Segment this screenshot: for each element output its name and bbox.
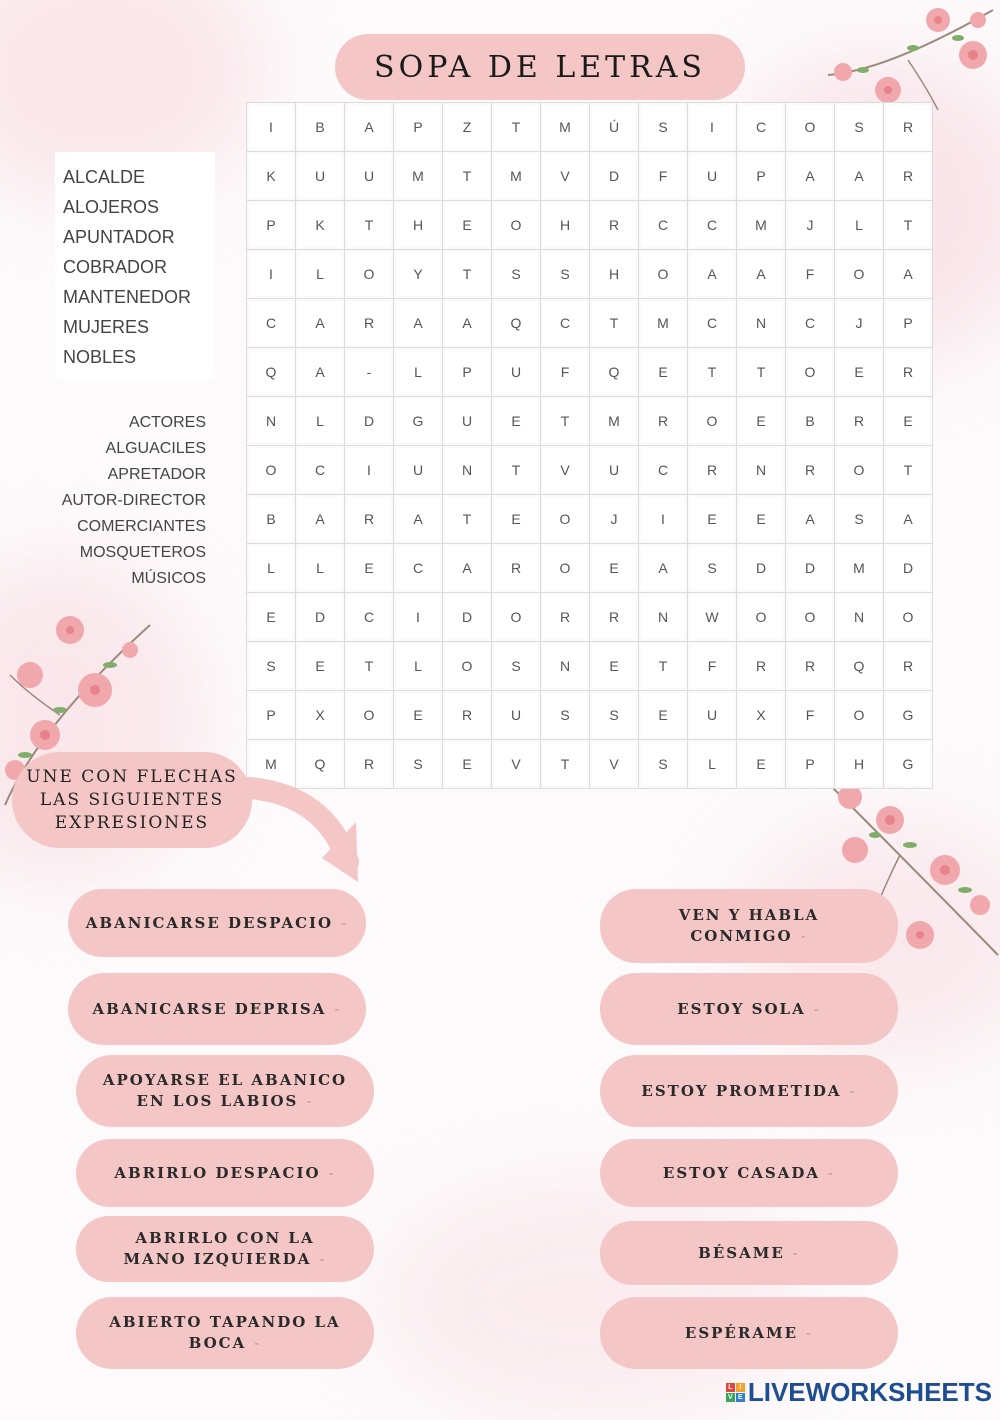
right-option-text: ESPÉRAME bbox=[684, 1323, 799, 1342]
word-list-item: ALOJEROS bbox=[63, 197, 160, 217]
grid-cell[interactable]: J bbox=[835, 299, 884, 348]
connector-dot: - bbox=[328, 1163, 336, 1182]
grid-cell[interactable]: A bbox=[786, 495, 835, 544]
grid-cell[interactable]: U bbox=[394, 446, 443, 495]
left-option-6[interactable] bbox=[76, 1297, 374, 1369]
grid-cell[interactable]: M bbox=[247, 740, 296, 789]
grid-cell[interactable]: U bbox=[688, 152, 737, 201]
grid-cell[interactable]: C bbox=[541, 299, 590, 348]
right-option-text: ESTOY CASADA bbox=[662, 1163, 821, 1182]
grid-cell[interactable]: E bbox=[737, 740, 786, 789]
grid-cell[interactable]: O bbox=[345, 250, 394, 299]
grid-cell[interactable]: M bbox=[835, 544, 884, 593]
grid-cell[interactable]: R bbox=[492, 544, 541, 593]
grid-cell[interactable]: T bbox=[443, 152, 492, 201]
grid-cell[interactable]: M bbox=[492, 152, 541, 201]
grid-cell[interactable]: M bbox=[541, 103, 590, 152]
grid-cell[interactable]: P bbox=[884, 299, 933, 348]
grid-cell[interactable]: B bbox=[247, 495, 296, 544]
left-option-text: ABANICARSE DESPACIO bbox=[85, 913, 334, 932]
grid-cell[interactable]: L bbox=[296, 250, 345, 299]
grid-cell[interactable]: A bbox=[639, 544, 688, 593]
right-option-3[interactable] bbox=[600, 1055, 898, 1127]
grid-cell[interactable]: O bbox=[737, 593, 786, 642]
option-line bbox=[93, 999, 342, 1020]
grid-cell[interactable]: E bbox=[590, 544, 639, 593]
grid-cell[interactable]: R bbox=[345, 299, 394, 348]
grid-cell[interactable]: T bbox=[590, 299, 639, 348]
grid-cell[interactable]: U bbox=[688, 691, 737, 740]
grid-cell[interactable]: E bbox=[247, 593, 296, 642]
grid-cell[interactable]: C bbox=[394, 544, 443, 593]
right-option-text: BÉSAME bbox=[698, 1243, 785, 1262]
instruction-line: LAS SIGUIENTES bbox=[39, 789, 225, 810]
grid-cell[interactable]: R bbox=[590, 201, 639, 250]
instruction-line: EXPRESIONES bbox=[54, 812, 210, 833]
word-list-item: NOBLES bbox=[63, 347, 137, 367]
word-list-item: ALGUACILES bbox=[105, 440, 206, 457]
word-list-item: AUTOR-DIRECTOR bbox=[61, 492, 206, 509]
grid-cell[interactable]: R bbox=[835, 397, 884, 446]
grid-cell[interactable]: O bbox=[786, 348, 835, 397]
grid-cell[interactable]: T bbox=[541, 740, 590, 789]
word-list-item: APUNTADOR bbox=[63, 227, 175, 247]
grid-cell[interactable]: A bbox=[394, 299, 443, 348]
right-option-6[interactable] bbox=[600, 1297, 898, 1369]
grid-cell[interactable]: V bbox=[590, 740, 639, 789]
logo-letter: E bbox=[736, 1393, 745, 1402]
grid-cell[interactable]: W bbox=[688, 593, 737, 642]
grid-cell[interactable]: P bbox=[737, 152, 786, 201]
grid-cell[interactable]: U bbox=[443, 397, 492, 446]
right-option-text: CONMIGO bbox=[690, 927, 793, 945]
right-option-text: VEN Y HABLA bbox=[678, 906, 820, 924]
grid-cell[interactable]: J bbox=[786, 201, 835, 250]
grid-cell[interactable]: E bbox=[884, 397, 933, 446]
word-list-group-1 bbox=[55, 152, 215, 380]
grid-cell[interactable]: O bbox=[835, 250, 884, 299]
connector-dot: - bbox=[254, 1334, 262, 1352]
logo-letter: L bbox=[726, 1383, 735, 1392]
grid-cell[interactable]: V bbox=[541, 446, 590, 495]
grid-cell[interactable]: I bbox=[345, 446, 394, 495]
grid-cell[interactable]: T bbox=[443, 495, 492, 544]
grid-cell[interactable]: R bbox=[737, 642, 786, 691]
word-list-item: MÚSICOS bbox=[131, 570, 206, 587]
grid-cell[interactable]: C bbox=[345, 593, 394, 642]
grid-cell[interactable]: C bbox=[688, 201, 737, 250]
word-list-item: COBRADOR bbox=[63, 257, 168, 277]
grid-cell[interactable]: T bbox=[639, 642, 688, 691]
grid-cell[interactable]: A bbox=[296, 495, 345, 544]
option-line bbox=[663, 1163, 835, 1184]
grid-cell[interactable]: U bbox=[492, 348, 541, 397]
left-option-text: BOCA bbox=[188, 1334, 247, 1352]
grid-cell[interactable]: R bbox=[786, 642, 835, 691]
grid-cell[interactable]: O bbox=[492, 593, 541, 642]
grid-cell[interactable]: S bbox=[492, 642, 541, 691]
grid-cell[interactable]: P bbox=[786, 740, 835, 789]
grid-cell[interactable]: U bbox=[296, 152, 345, 201]
left-option-text: EN LOS LABIOS bbox=[136, 1092, 299, 1110]
grid-cell[interactable]: O bbox=[688, 397, 737, 446]
grid-cell[interactable]: C bbox=[688, 299, 737, 348]
word-list-item: MANTENEDOR bbox=[63, 287, 192, 307]
grid-cell[interactable]: M bbox=[737, 201, 786, 250]
grid-cell[interactable]: G bbox=[394, 397, 443, 446]
grid-cell[interactable]: A bbox=[443, 544, 492, 593]
grid-cell[interactable]: M bbox=[639, 299, 688, 348]
option-line bbox=[124, 1249, 327, 1270]
grid-cell[interactable]: C bbox=[296, 446, 345, 495]
connector-dot: - bbox=[319, 1250, 327, 1268]
grid-cell[interactable]: E bbox=[443, 201, 492, 250]
grid-cell[interactable]: U bbox=[492, 691, 541, 740]
grid-cell[interactable]: I bbox=[688, 103, 737, 152]
right-option-1[interactable] bbox=[600, 889, 898, 963]
grid-cell[interactable]: E bbox=[394, 691, 443, 740]
grid-cell[interactable]: D bbox=[590, 152, 639, 201]
grid-cell[interactable]: S bbox=[639, 740, 688, 789]
grid-cell[interactable]: T bbox=[492, 446, 541, 495]
grid-cell[interactable]: L bbox=[394, 642, 443, 691]
option-line bbox=[189, 1333, 262, 1354]
page-title: SOPA DE LETRAS bbox=[335, 34, 745, 100]
grid-cell[interactable]: A bbox=[688, 250, 737, 299]
grid-cell[interactable]: S bbox=[541, 691, 590, 740]
left-option-text: ABIERTO TAPANDO LA bbox=[109, 1313, 341, 1331]
curved-arrow-icon bbox=[230, 770, 370, 890]
grid-cell[interactable]: R bbox=[688, 446, 737, 495]
brand-name: LIVEWORKSHEETS bbox=[747, 1377, 992, 1407]
grid-cell[interactable]: G bbox=[884, 691, 933, 740]
grid-cell[interactable]: N bbox=[541, 642, 590, 691]
grid-cell[interactable]: O bbox=[835, 446, 884, 495]
grid-cell[interactable]: E bbox=[345, 544, 394, 593]
option-line bbox=[137, 1091, 314, 1112]
grid-cell[interactable]: L bbox=[296, 544, 345, 593]
left-option-text: ABANICARSE DEPRISA bbox=[92, 999, 327, 1018]
grid-cell[interactable]: N bbox=[737, 446, 786, 495]
grid-cell[interactable]: A bbox=[786, 152, 835, 201]
left-option-text: MANO IZQUIERDA bbox=[123, 1250, 312, 1268]
matching-instruction bbox=[12, 752, 252, 848]
grid-cell[interactable]: R bbox=[884, 348, 933, 397]
grid-cell[interactable]: E bbox=[835, 348, 884, 397]
grid-cell[interactable]: R bbox=[884, 103, 933, 152]
grid-cell[interactable]: L bbox=[835, 201, 884, 250]
grid-cell[interactable]: T bbox=[345, 201, 394, 250]
grid-cell[interactable]: A bbox=[884, 495, 933, 544]
grid-cell[interactable]: T bbox=[345, 642, 394, 691]
grid-cell[interactable]: R bbox=[639, 397, 688, 446]
word-list-item: APRETADOR bbox=[107, 466, 206, 483]
grid-cell[interactable]: K bbox=[247, 152, 296, 201]
option-line bbox=[698, 1243, 800, 1264]
connector-dot: - bbox=[792, 1243, 800, 1262]
grid-cell[interactable]: O bbox=[786, 593, 835, 642]
grid-cell[interactable]: O bbox=[639, 250, 688, 299]
grid-cell[interactable]: I bbox=[639, 495, 688, 544]
grid-cell[interactable]: B bbox=[786, 397, 835, 446]
grid-cell[interactable]: C bbox=[737, 103, 786, 152]
grid-cell[interactable]: C bbox=[786, 299, 835, 348]
grid-cell[interactable]: E bbox=[639, 691, 688, 740]
grid-cell[interactable]: A bbox=[835, 152, 884, 201]
right-option-2[interactable] bbox=[600, 973, 898, 1045]
liveworksheets-logo-icon bbox=[726, 1383, 745, 1402]
option-line bbox=[86, 913, 348, 934]
word-list-item: MUJERES bbox=[63, 317, 150, 337]
grid-cell[interactable]: S bbox=[394, 740, 443, 789]
logo-letter: I bbox=[736, 1383, 745, 1392]
grid-cell[interactable]: I bbox=[247, 103, 296, 152]
left-option-1[interactable] bbox=[68, 889, 366, 957]
grid-cell[interactable]: D bbox=[443, 593, 492, 642]
grid-cell[interactable]: A bbox=[443, 299, 492, 348]
grid-cell[interactable]: E bbox=[688, 495, 737, 544]
grid-cell[interactable]: S bbox=[247, 642, 296, 691]
grid-cell[interactable]: E bbox=[443, 740, 492, 789]
left-option-2[interactable] bbox=[68, 973, 366, 1045]
left-option-text: ABRIRLO DESPACIO bbox=[114, 1163, 321, 1182]
grid-cell[interactable]: J bbox=[590, 495, 639, 544]
grid-cell[interactable]: B bbox=[296, 103, 345, 152]
grid-cell[interactable]: T bbox=[541, 397, 590, 446]
grid-cell[interactable]: D bbox=[737, 544, 786, 593]
grid-cell[interactable]: S bbox=[492, 250, 541, 299]
connector-dot: - bbox=[800, 927, 808, 945]
grid-cell[interactable]: E bbox=[737, 397, 786, 446]
word-list-item: ALCALDE bbox=[63, 167, 146, 187]
grid-cell[interactable]: S bbox=[835, 495, 884, 544]
grid-cell[interactable]: L bbox=[394, 348, 443, 397]
grid-cell[interactable]: D bbox=[786, 544, 835, 593]
grid-cell[interactable]: K bbox=[296, 201, 345, 250]
grid-cell[interactable]: H bbox=[394, 201, 443, 250]
grid-cell[interactable]: X bbox=[737, 691, 786, 740]
grid-cell[interactable]: T bbox=[737, 348, 786, 397]
grid-cell[interactable]: V bbox=[541, 152, 590, 201]
grid-cell[interactable]: L bbox=[296, 397, 345, 446]
grid-cell[interactable]: E bbox=[492, 495, 541, 544]
grid-cell[interactable]: R bbox=[345, 740, 394, 789]
grid-cell[interactable]: O bbox=[541, 544, 590, 593]
grid-cell[interactable]: A bbox=[345, 103, 394, 152]
grid-cell[interactable]: E bbox=[492, 397, 541, 446]
grid-cell[interactable]: T bbox=[492, 103, 541, 152]
grid-cell[interactable]: T bbox=[884, 446, 933, 495]
grid-cell[interactable]: E bbox=[737, 495, 786, 544]
liveworksheets-logo bbox=[726, 1377, 992, 1408]
grid-cell[interactable]: A bbox=[296, 348, 345, 397]
logo-letter: V bbox=[726, 1393, 735, 1402]
option-line bbox=[114, 1163, 335, 1184]
grid-cell[interactable]: D bbox=[884, 544, 933, 593]
grid-cell[interactable]: C bbox=[639, 446, 688, 495]
grid-cell[interactable]: C bbox=[247, 299, 296, 348]
grid-cell[interactable]: I bbox=[394, 593, 443, 642]
grid-cell[interactable]: T bbox=[884, 201, 933, 250]
right-option-5[interactable] bbox=[600, 1221, 898, 1285]
grid-cell[interactable]: F bbox=[786, 691, 835, 740]
connector-dot: - bbox=[828, 1163, 836, 1182]
grid-cell[interactable]: O bbox=[835, 691, 884, 740]
grid-cell[interactable]: O bbox=[786, 103, 835, 152]
option-line bbox=[677, 999, 821, 1020]
grid-cell[interactable]: M bbox=[590, 397, 639, 446]
word-search-grid[interactable] bbox=[246, 102, 933, 789]
grid-cell[interactable]: P bbox=[394, 103, 443, 152]
left-option-text: ABRIRLO CON LA bbox=[135, 1229, 315, 1247]
grid-cell[interactable]: L bbox=[247, 544, 296, 593]
word-list-item: ACTORES bbox=[128, 414, 206, 431]
grid-cell[interactable]: E bbox=[296, 642, 345, 691]
grid-cell[interactable]: R bbox=[884, 152, 933, 201]
grid-cell[interactable]: T bbox=[443, 250, 492, 299]
left-option-text: APOYARSE EL ABANICO bbox=[102, 1071, 348, 1089]
grid-cell[interactable]: Q bbox=[296, 740, 345, 789]
grid-cell[interactable]: R bbox=[345, 495, 394, 544]
grid-cell[interactable]: D bbox=[345, 397, 394, 446]
grid-cell[interactable]: O bbox=[247, 446, 296, 495]
word-list-item: MOSQUETEROS bbox=[79, 544, 206, 561]
instruction-line: UNE CON FLECHAS bbox=[26, 766, 238, 787]
grid-cell[interactable]: P bbox=[443, 348, 492, 397]
word-list-group-2 bbox=[40, 410, 206, 592]
left-option-4[interactable] bbox=[76, 1139, 374, 1207]
right-option-text: ESTOY PROMETIDA bbox=[641, 1081, 842, 1100]
grid-cell[interactable]: O bbox=[443, 642, 492, 691]
grid-cell[interactable]: Ú bbox=[590, 103, 639, 152]
grid-cell[interactable]: S bbox=[688, 544, 737, 593]
grid-cell[interactable]: S bbox=[835, 103, 884, 152]
connector-dot: - bbox=[306, 1092, 314, 1110]
grid-cell[interactable]: F bbox=[688, 642, 737, 691]
grid-cell[interactable]: F bbox=[639, 152, 688, 201]
connector-dot: - bbox=[341, 913, 349, 932]
grid-cell[interactable]: Q bbox=[247, 348, 296, 397]
grid-cell[interactable]: N bbox=[835, 593, 884, 642]
grid-cell[interactable]: F bbox=[786, 250, 835, 299]
grid-cell[interactable]: C bbox=[639, 201, 688, 250]
grid-cell[interactable]: Z bbox=[443, 103, 492, 152]
grid-cell[interactable]: H bbox=[835, 740, 884, 789]
connector-dot: - bbox=[806, 1323, 814, 1342]
grid-cell[interactable]: - bbox=[345, 348, 394, 397]
grid-cell[interactable]: O bbox=[492, 201, 541, 250]
grid-cell[interactable]: Q bbox=[835, 642, 884, 691]
grid-cell[interactable]: A bbox=[296, 299, 345, 348]
grid-cell[interactable]: R bbox=[443, 691, 492, 740]
grid-cell[interactable]: R bbox=[786, 446, 835, 495]
right-option-text: ESTOY SOLA bbox=[677, 999, 806, 1018]
grid-cell[interactable]: A bbox=[737, 250, 786, 299]
left-option-5[interactable] bbox=[76, 1216, 374, 1282]
connector-dot: - bbox=[334, 999, 342, 1018]
grid-cell[interactable]: N bbox=[443, 446, 492, 495]
grid-cell[interactable]: E bbox=[590, 642, 639, 691]
grid-cell[interactable]: S bbox=[590, 691, 639, 740]
grid-cell[interactable]: U bbox=[345, 152, 394, 201]
grid-cell[interactable]: R bbox=[590, 593, 639, 642]
grid-cell[interactable]: O bbox=[345, 691, 394, 740]
grid-cell[interactable]: T bbox=[688, 348, 737, 397]
grid-cell[interactable]: Y bbox=[394, 250, 443, 299]
grid-cell[interactable]: N bbox=[247, 397, 296, 446]
grid-cell[interactable]: P bbox=[247, 201, 296, 250]
option-line bbox=[690, 926, 807, 947]
grid-cell[interactable]: L bbox=[688, 740, 737, 789]
grid-cell[interactable]: H bbox=[541, 201, 590, 250]
grid-cell[interactable]: G bbox=[884, 740, 933, 789]
left-option-3[interactable] bbox=[76, 1055, 374, 1127]
connector-dot: - bbox=[849, 1081, 857, 1100]
right-option-4[interactable] bbox=[600, 1139, 898, 1207]
grid-cell[interactable]: U bbox=[590, 446, 639, 495]
grid-cell[interactable]: A bbox=[884, 250, 933, 299]
grid-cell[interactable]: A bbox=[394, 495, 443, 544]
grid-cell[interactable]: R bbox=[884, 642, 933, 691]
grid-cell[interactable]: M bbox=[394, 152, 443, 201]
grid-cell[interactable]: E bbox=[639, 348, 688, 397]
grid-cell[interactable]: P bbox=[247, 691, 296, 740]
option-line bbox=[641, 1081, 856, 1102]
grid-cell[interactable]: V bbox=[492, 740, 541, 789]
grid-cell[interactable]: R bbox=[541, 593, 590, 642]
grid-cell[interactable]: X bbox=[296, 691, 345, 740]
grid-cell[interactable]: D bbox=[296, 593, 345, 642]
grid-cell[interactable]: S bbox=[541, 250, 590, 299]
grid-cell[interactable]: Q bbox=[492, 299, 541, 348]
grid-cell[interactable]: S bbox=[639, 103, 688, 152]
grid-cell[interactable]: O bbox=[884, 593, 933, 642]
word-list-item: COMERCIANTES bbox=[77, 518, 206, 535]
grid-cell[interactable]: F bbox=[541, 348, 590, 397]
grid-cell[interactable]: Q bbox=[590, 348, 639, 397]
option-line bbox=[685, 1323, 813, 1344]
connector-dot: - bbox=[813, 999, 821, 1018]
grid-cell[interactable]: N bbox=[737, 299, 786, 348]
grid-cell[interactable]: O bbox=[541, 495, 590, 544]
grid-cell[interactable]: I bbox=[247, 250, 296, 299]
grid-cell[interactable]: N bbox=[639, 593, 688, 642]
grid-cell[interactable]: H bbox=[590, 250, 639, 299]
